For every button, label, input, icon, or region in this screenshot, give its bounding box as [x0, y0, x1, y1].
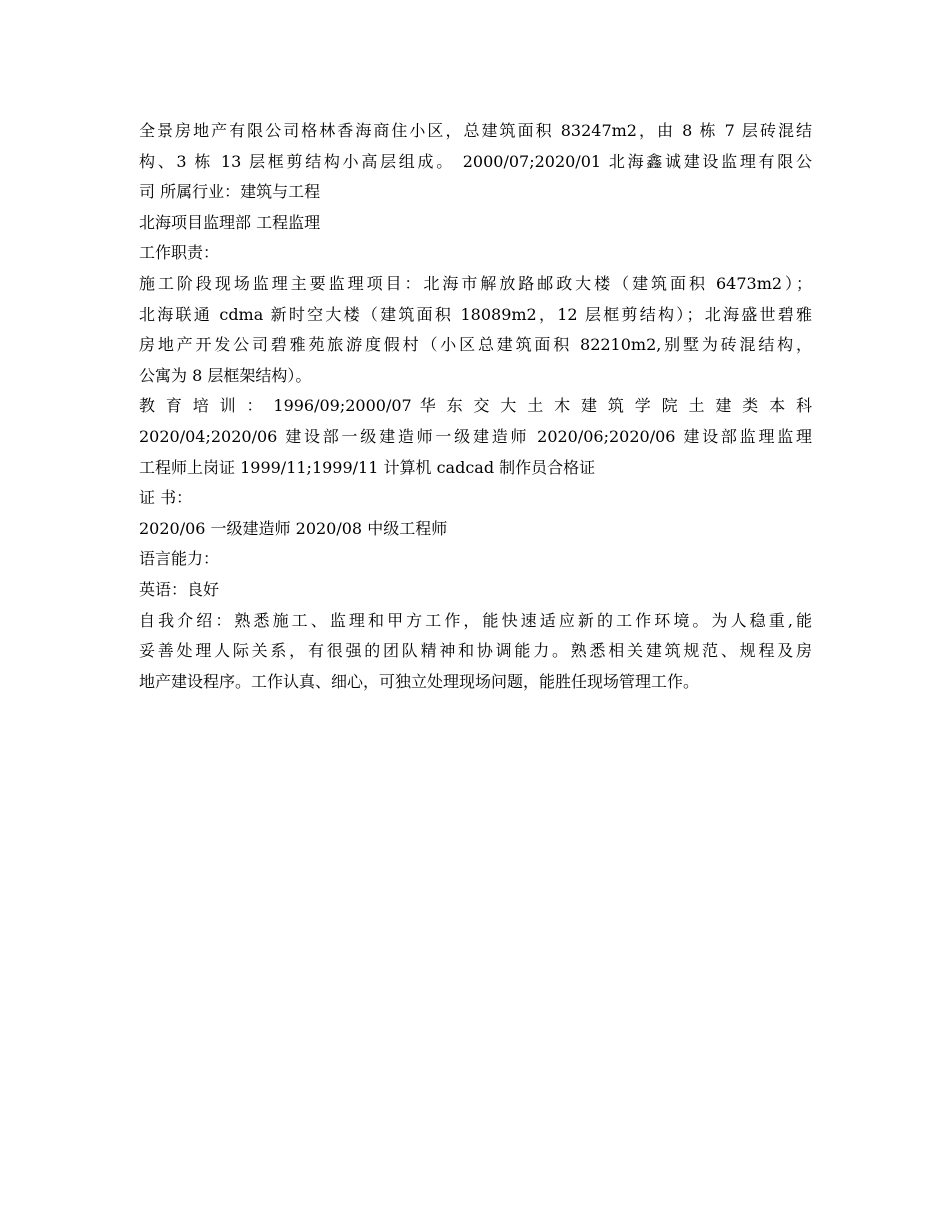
text-line: 司 所属行业：建筑与工程: [139, 182, 321, 202]
heading-job-duties: [139, 238, 812, 269]
text-line: 全景房地产有限公司格林香海商住小区，总建筑面积 83247m2，由 8 栋 7 层砖混结: [139, 121, 812, 140]
text-line: 地产建设程序。工作认真、细心，可独立处理现场问题，能胜任现场管理工作。: [139, 671, 700, 691]
text-line: 英语：良好: [139, 579, 220, 599]
paragraph-project-experience: [139, 116, 812, 208]
text-line: 北海联通 cdma 新时空大楼（建筑面积 18089m2，12 层框剪结构）；北海盛世碧雅: [139, 304, 812, 324]
text-line: 施工阶段现场监理主要监理项目：北海市解放路邮政大楼（建筑面积 6473m2）；: [139, 273, 812, 293]
paragraph-education-training: [139, 391, 812, 483]
paragraph-certificates: [139, 514, 812, 545]
text-line: 教 育 培 训 ： 1996/09;2000/07 华 东 交 大 土 木 建 筑 学 院 土 建 类 本 科: [139, 396, 812, 416]
text-line: 妥善处理人际关系，有很强的团队精神和协调能力。熟悉相关建筑规范、规程及房: [139, 641, 812, 661]
text-line: 证 书：: [139, 488, 193, 508]
text-line: 房地产开发公司碧雅苑旅游度假村（小区总建筑面积 82210m2,别墅为砖混结构，: [139, 335, 812, 355]
text-line: 公寓为 8 层框架结构）。: [139, 365, 312, 385]
text-line: 2020/06 一级建造师 2020/08 中级工程师: [139, 518, 448, 538]
text-line: 工程师上岗证 1999/11;1999/11 计算机 cadcad 制作员合格证: [139, 457, 596, 477]
text-line: 自我介绍：熟悉施工、监理和甲方工作，能快速适应新的工作环境。为人稳重,能: [139, 610, 812, 630]
paragraph-supervision-projects: [139, 269, 812, 391]
paragraph-department: [139, 208, 812, 239]
heading-certificates: [139, 483, 812, 514]
text-line: 工作职责：: [139, 243, 220, 263]
document-page: [139, 116, 812, 697]
text-line: 语言能力：: [139, 549, 220, 569]
paragraph-language: [139, 575, 812, 606]
text-line: 构、3 栋 13 层框剪结构小高层组成。 2000/07;2020/01 北海鑫诚建设监理有限公: [139, 151, 812, 171]
text-line: 2020/04;2020/06 建设部一级建造师一级建造师 2020/06;2020/06 建设部监理监理: [139, 426, 812, 446]
text-line: 北海项目监理部 工程监理: [139, 212, 321, 232]
paragraph-self-introduction: [139, 606, 812, 698]
heading-language-ability: [139, 544, 812, 575]
